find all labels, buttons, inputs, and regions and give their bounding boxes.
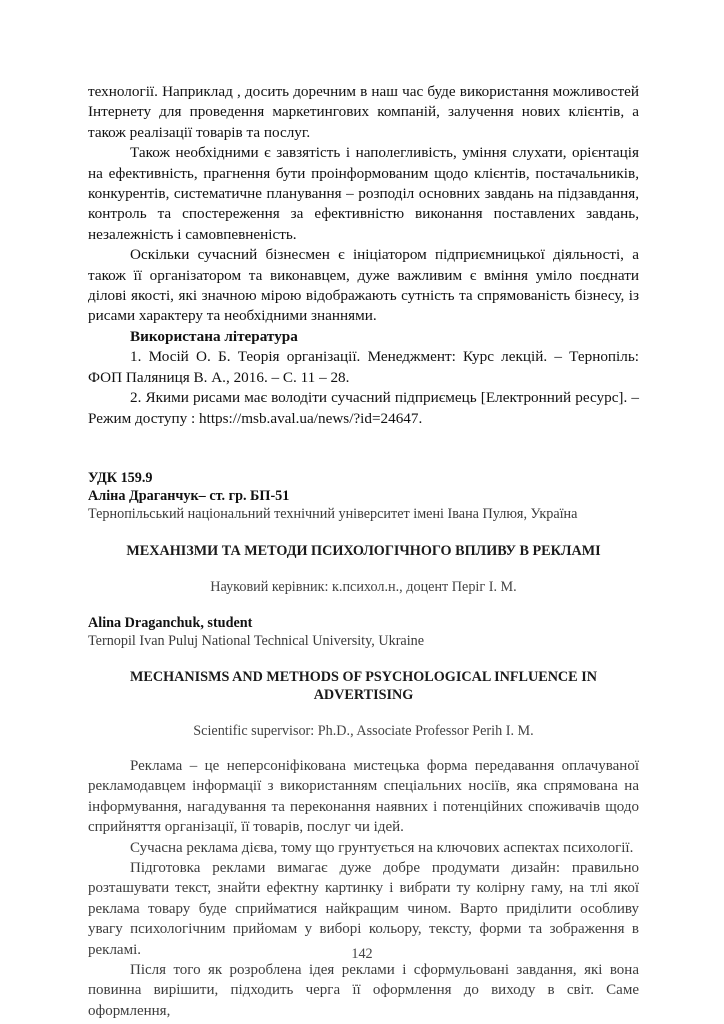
supervisor-ua: Науковий керівник: к.психол.н., доцент Періг І. М. xyxy=(210,578,517,595)
reference-item-1: 1. Мосій О. Б. Теорія організації. Менеджмент: Курс лекцій. – Тернопіль: ФОП Паляниця В. А., 2016. – С. 11 – 28. xyxy=(88,348,639,386)
article-title-en: MECHANISMS AND METHODS OF PSYCHOLOGICAL INFLUENCE IN ADVERTISING xyxy=(130,668,597,703)
body-paragraph-formatting: Після того як розроблена ідея реклами і сформульовані завдання, які вона повинна вирішити, підходить черга її оформлення до виходу в світ. Саме оформлення, xyxy=(88,961,639,1019)
udk-code: УДК 159.9 xyxy=(88,469,153,486)
author-en: Alina Draganchuk, student xyxy=(88,614,253,631)
affiliation-en: Ternopil Ivan Puluj National Technical University, Ukraine xyxy=(88,632,425,649)
previous-article-ending xyxy=(88,82,639,429)
supervisor-en: Scientific supervisor: Ph.D., Associate Professor Perih I. M. xyxy=(193,722,534,739)
body-paragraph-psychology: Сучасна реклама дієва, тому що грунтується на ключових аспектах психології. xyxy=(130,839,634,856)
author-ua: Аліна Драганчук– ст. гр. БП-51 xyxy=(88,487,290,504)
article-header xyxy=(88,469,639,523)
paragraph-businessman: Оскільки сучасний бізнесмен є ініціатором підприємницької діяльності, а також її організатором та виконавцем, дуже важливим є вміння уміло поєднати ділові якості, які значною мірою відображають сутність та спрямованість бізнесу, із рисами характеру та необхідними знаннями. xyxy=(88,246,639,325)
references-heading: Використана література xyxy=(130,327,298,345)
article-body xyxy=(88,756,639,1021)
body-paragraph-design: Підготовка реклами вимагає дуже добре продумати дизайн: правильно розташувати текст, знайти ефектну картинку і вибрати ту колірну гаму, на тлі якої реклама товару буде сприйматися найкращим чином. Варто приділити особливу увагу психологічним прийомам у виборі кольору, тексту, форми та зображення в рекламі. xyxy=(88,859,639,958)
reference-item-2: 2. Якими рисами має володіти сучасний підприємець [Електронний ресурс]. – Режим доступу : https://msb.aval.ua/news/?id=24647. xyxy=(88,389,639,427)
article-title-ua: МЕХАНІЗМИ ТА МЕТОДИ ПСИХОЛОГІЧНОГО ВПЛИВУ В РЕКЛАМІ xyxy=(126,542,601,559)
affiliation-ua: Тернопільський національний технічний університет імені Івана Пулюя, Україна xyxy=(88,505,578,522)
paragraph-qualities: Також необхідними є завзятість і наполегливість, уміння слухати, орієнтація на ефективність, прагнення бути проінформованим щодо клієнтів, постачальників, конкурентів, систематичне планування – розподіл основних завдань на підзавдання, контроль та спостереження за ефективністю виконання поставлених завдань, незалежність і самовпевненість. xyxy=(88,144,639,243)
body-paragraph-definition: Реклама – це неперсоніфікована мистецька форма передавання оплачуваної рекламодавцем інформації з використанням спеціальних носіїв, яка спрямована на інформування, нагадування та переконання наявних і потенційних споживачів щодо сприйняття організації, її товарів, послуг чи ідей. xyxy=(88,757,639,836)
document-page xyxy=(88,82,639,1021)
page-number: 142 xyxy=(351,946,373,962)
author-block-en xyxy=(88,614,639,650)
paragraph-continuation: технології. Наприклад , досить доречним в наш час буде використання можливостей Інтернету для проведення маркетингових компаній, залучення нових клієнтів, а також реалізації товарів та послуг. xyxy=(88,83,639,141)
